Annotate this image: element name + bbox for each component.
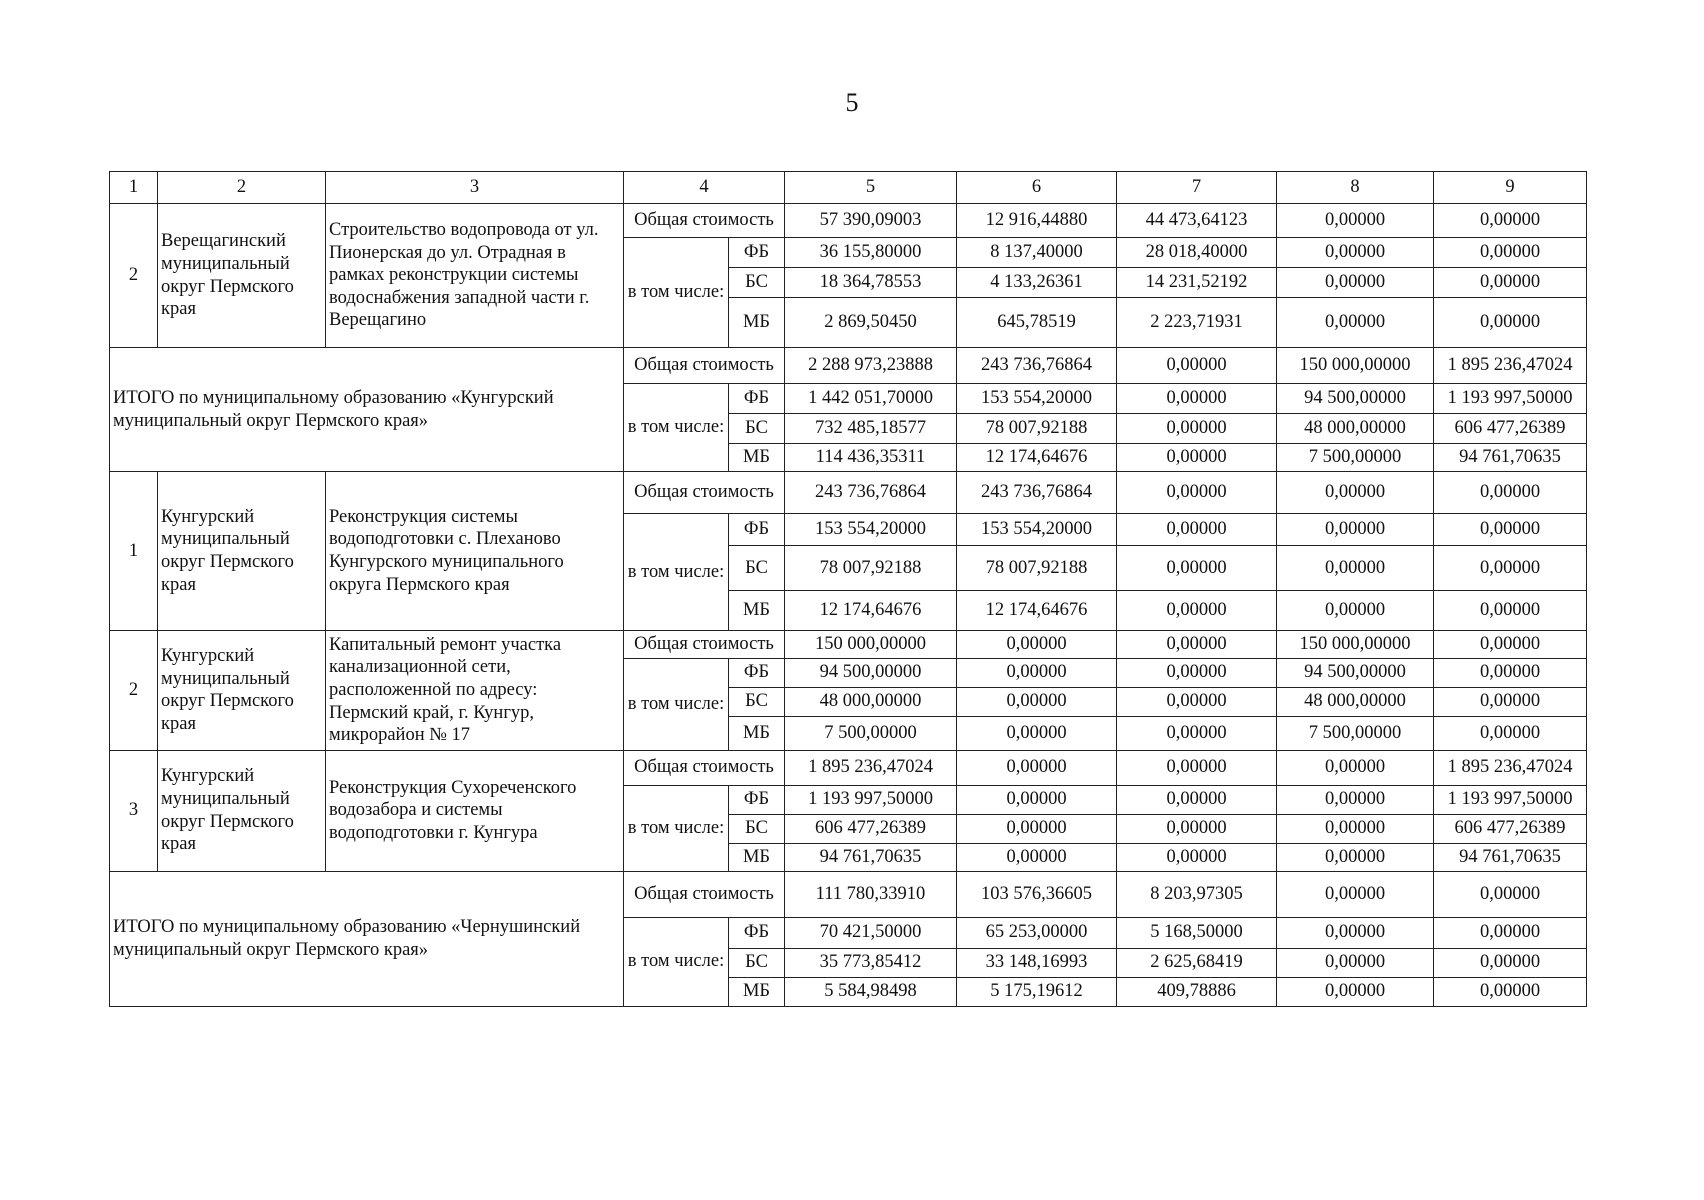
budget-source-label: МБ — [729, 298, 785, 348]
amount-cell: 0,00000 — [1117, 716, 1277, 750]
project-name: Реконструкция Сухореченского водозабора и системы водоподготовки г. Кунгура — [326, 750, 624, 871]
including-label: в том числе: — [624, 785, 729, 871]
budget-source-label: МБ — [729, 977, 785, 1006]
amount-cell: 153 554,20000 — [957, 514, 1117, 546]
amount-cell: 48 000,00000 — [785, 687, 957, 716]
amount-cell: 0,00000 — [1117, 750, 1277, 785]
project-row — [110, 204, 1587, 238]
amount-cell: 8 137,40000 — [957, 238, 1117, 268]
amount-cell: 0,00000 — [1117, 414, 1277, 444]
amount-cell: 150 000,00000 — [1277, 348, 1434, 384]
budget-source-label: ФБ — [729, 917, 785, 948]
amount-cell: 150 000,00000 — [1277, 631, 1434, 659]
budget-source-label: МБ — [729, 716, 785, 750]
budget-source-label: ФБ — [729, 384, 785, 414]
amount-cell: 0,00000 — [1117, 591, 1277, 631]
column-header: 3 — [326, 172, 624, 204]
budget-source-label: МБ — [729, 444, 785, 472]
amount-cell: 57 390,09003 — [785, 204, 957, 238]
amount-cell: 0,00000 — [1434, 631, 1587, 659]
amount-cell: 0,00000 — [1117, 546, 1277, 591]
amount-cell: 94 761,70635 — [785, 843, 957, 871]
amount-cell: 1 895 236,47024 — [1434, 750, 1587, 785]
amount-cell: 1 442 051,70000 — [785, 384, 957, 414]
amount-cell: 1 193 997,50000 — [1434, 785, 1587, 814]
amount-cell: 94 761,70635 — [1434, 843, 1587, 871]
amount-cell: 0,00000 — [1434, 716, 1587, 750]
amount-cell: 0,00000 — [957, 843, 1117, 871]
amount-cell: 0,00000 — [957, 716, 1117, 750]
total-cost-label: Общая стоимость — [624, 871, 785, 917]
project-name: Реконструкция системы водоподготовки с. Плеханово Кунгурского муниципального округа Пермского края — [326, 472, 624, 631]
amount-cell: 0,00000 — [1117, 514, 1277, 546]
row-number: 1 — [110, 472, 158, 631]
amount-cell: 0,00000 — [957, 785, 1117, 814]
budget-source-label: БС — [729, 687, 785, 716]
subtotal-row — [110, 871, 1587, 917]
amount-cell: 409,78886 — [1117, 977, 1277, 1006]
budget-source-label: ФБ — [729, 785, 785, 814]
including-label: в том числе: — [624, 238, 729, 348]
amount-cell: 0,00000 — [1277, 204, 1434, 238]
amount-cell: 0,00000 — [1434, 238, 1587, 268]
region-name: Кунгурский муниципальный округ Пермского края — [158, 750, 326, 871]
amount-cell: 243 736,76864 — [957, 348, 1117, 384]
amount-cell: 2 223,71931 — [1117, 298, 1277, 348]
amount-cell: 0,00000 — [1277, 546, 1434, 591]
amount-cell: 0,00000 — [1277, 298, 1434, 348]
amount-cell: 48 000,00000 — [1277, 414, 1434, 444]
budget-source-label: БС — [729, 948, 785, 977]
amount-cell: 1 193 997,50000 — [1434, 384, 1587, 414]
column-header: 5 — [785, 172, 957, 204]
amount-cell: 2 288 973,23888 — [785, 348, 957, 384]
amount-cell: 94 500,00000 — [1277, 384, 1434, 414]
project-row — [110, 472, 1587, 514]
project-name: Строительство водопровода от ул. Пионерская до ул. Отрадная в рамках реконструкции системы водоснабжения западной части г. Верещагино — [326, 204, 624, 348]
project-row — [110, 631, 1587, 659]
amount-cell: 5 584,98498 — [785, 977, 957, 1006]
amount-cell: 18 364,78553 — [785, 268, 957, 298]
amount-cell: 243 736,76864 — [957, 472, 1117, 514]
amount-cell: 243 736,76864 — [785, 472, 957, 514]
amount-cell: 0,00000 — [957, 631, 1117, 659]
amount-cell: 0,00000 — [1117, 785, 1277, 814]
amount-cell: 0,00000 — [1434, 514, 1587, 546]
project-row — [110, 750, 1587, 785]
amount-cell: 0,00000 — [1117, 687, 1277, 716]
total-cost-label: Общая стоимость — [624, 204, 785, 238]
amount-cell: 153 554,20000 — [785, 514, 957, 546]
amount-cell: 0,00000 — [957, 687, 1117, 716]
amount-cell: 0,00000 — [1277, 268, 1434, 298]
amount-cell: 0,00000 — [1434, 268, 1587, 298]
amount-cell: 606 477,26389 — [1434, 814, 1587, 843]
amount-cell: 0,00000 — [1277, 948, 1434, 977]
amount-cell: 33 148,16993 — [957, 948, 1117, 977]
amount-cell: 5 175,19612 — [957, 977, 1117, 1006]
amount-cell: 0,00000 — [1117, 631, 1277, 659]
amount-cell: 36 155,80000 — [785, 238, 957, 268]
amount-cell: 48 000,00000 — [1277, 687, 1434, 716]
amount-cell: 0,00000 — [1434, 298, 1587, 348]
including-label: в том числе: — [624, 917, 729, 1006]
budget-source-label: ФБ — [729, 238, 785, 268]
budget-source-label: МБ — [729, 843, 785, 871]
amount-cell: 1 895 236,47024 — [1434, 348, 1587, 384]
amount-cell: 1 193 997,50000 — [785, 785, 957, 814]
amount-cell: 0,00000 — [1277, 977, 1434, 1006]
amount-cell: 0,00000 — [1277, 917, 1434, 948]
row-number: 2 — [110, 631, 158, 751]
amount-cell: 8 203,97305 — [1117, 871, 1277, 917]
including-label: в том числе: — [624, 658, 729, 750]
amount-cell: 12 174,64676 — [785, 591, 957, 631]
amount-cell: 0,00000 — [1117, 444, 1277, 472]
header-row — [110, 172, 1587, 204]
region-name: Кунгурский муниципальный округ Пермского края — [158, 472, 326, 631]
budget-source-label: МБ — [729, 591, 785, 631]
amount-cell: 114 436,35311 — [785, 444, 957, 472]
amount-cell: 0,00000 — [1117, 658, 1277, 687]
amount-cell: 12 916,44880 — [957, 204, 1117, 238]
amount-cell: 0,00000 — [1434, 917, 1587, 948]
budget-source-label: БС — [729, 814, 785, 843]
amount-cell: 70 421,50000 — [785, 917, 957, 948]
page-number: 5 — [845, 88, 859, 117]
amount-cell: 7 500,00000 — [1277, 716, 1434, 750]
amount-cell: 150 000,00000 — [785, 631, 957, 659]
column-header: 6 — [957, 172, 1117, 204]
column-header: 2 — [158, 172, 326, 204]
subtotal-title: ИТОГО по муниципальному образованию «Чернушинский муниципальный округ Пермского края» — [110, 871, 624, 1006]
amount-cell: 5 168,50000 — [1117, 917, 1277, 948]
subtotal-title: ИТОГО по муниципальному образованию «Кунгурский муниципальный округ Пермского края» — [110, 348, 624, 472]
amount-cell: 0,00000 — [1117, 384, 1277, 414]
budget-table — [109, 171, 1587, 1007]
amount-cell: 12 174,64676 — [957, 444, 1117, 472]
including-label: в том числе: — [624, 514, 729, 631]
total-cost-label: Общая стоимость — [624, 348, 785, 384]
amount-cell: 0,00000 — [1434, 204, 1587, 238]
amount-cell: 0,00000 — [1277, 591, 1434, 631]
amount-cell: 0,00000 — [1277, 472, 1434, 514]
amount-cell: 0,00000 — [1434, 977, 1587, 1006]
total-cost-label: Общая стоимость — [624, 631, 785, 659]
amount-cell: 14 231,52192 — [1117, 268, 1277, 298]
amount-cell: 0,00000 — [1277, 814, 1434, 843]
amount-cell: 7 500,00000 — [785, 716, 957, 750]
amount-cell: 2 625,68419 — [1117, 948, 1277, 977]
budget-source-label: ФБ — [729, 658, 785, 687]
amount-cell: 12 174,64676 — [957, 591, 1117, 631]
amount-cell: 2 869,50450 — [785, 298, 957, 348]
amount-cell: 606 477,26389 — [1434, 414, 1587, 444]
total-cost-label: Общая стоимость — [624, 472, 785, 514]
budget-source-label: ФБ — [729, 514, 785, 546]
budget-source-label: БС — [729, 268, 785, 298]
column-header: 1 — [110, 172, 158, 204]
amount-cell: 65 253,00000 — [957, 917, 1117, 948]
row-number: 2 — [110, 204, 158, 348]
amount-cell: 0,00000 — [1117, 814, 1277, 843]
amount-cell: 94 500,00000 — [1277, 658, 1434, 687]
amount-cell: 0,00000 — [1117, 348, 1277, 384]
amount-cell: 0,00000 — [1434, 546, 1587, 591]
amount-cell: 28 018,40000 — [1117, 238, 1277, 268]
amount-cell: 0,00000 — [1277, 238, 1434, 268]
amount-cell: 0,00000 — [957, 750, 1117, 785]
amount-cell: 0,00000 — [1277, 785, 1434, 814]
including-label: в том числе: — [624, 384, 729, 472]
amount-cell: 94 500,00000 — [785, 658, 957, 687]
amount-cell: 111 780,33910 — [785, 871, 957, 917]
amount-cell: 0,00000 — [1277, 871, 1434, 917]
project-name: Капитальный ремонт участка канализационной сети, расположенной по адресу: Пермский край, г. Кунгур, микрорайон № 17 — [326, 631, 624, 751]
amount-cell: 103 576,36605 — [957, 871, 1117, 917]
amount-cell: 78 007,92188 — [785, 546, 957, 591]
region-name: Кунгурский муниципальный округ Пермского края — [158, 631, 326, 751]
column-header: 4 — [624, 172, 785, 204]
column-header: 9 — [1434, 172, 1587, 204]
amount-cell: 606 477,26389 — [785, 814, 957, 843]
amount-cell: 0,00000 — [1434, 658, 1587, 687]
amount-cell: 78 007,92188 — [957, 414, 1117, 444]
amount-cell: 0,00000 — [1117, 472, 1277, 514]
column-header: 8 — [1277, 172, 1434, 204]
amount-cell: 35 773,85412 — [785, 948, 957, 977]
amount-cell: 0,00000 — [1434, 591, 1587, 631]
amount-cell: 645,78519 — [957, 298, 1117, 348]
amount-cell: 78 007,92188 — [957, 546, 1117, 591]
row-number: 3 — [110, 750, 158, 871]
table-body — [110, 172, 1587, 1007]
amount-cell: 0,00000 — [1277, 843, 1434, 871]
amount-cell: 0,00000 — [1277, 750, 1434, 785]
amount-cell: 94 761,70635 — [1434, 444, 1587, 472]
amount-cell: 0,00000 — [957, 658, 1117, 687]
amount-cell: 153 554,20000 — [957, 384, 1117, 414]
amount-cell: 0,00000 — [1434, 472, 1587, 514]
amount-cell: 0,00000 — [1434, 687, 1587, 716]
subtotal-row — [110, 348, 1587, 384]
total-cost-label: Общая стоимость — [624, 750, 785, 785]
amount-cell: 0,00000 — [1434, 871, 1587, 917]
amount-cell: 44 473,64123 — [1117, 204, 1277, 238]
column-header: 7 — [1117, 172, 1277, 204]
amount-cell: 7 500,00000 — [1277, 444, 1434, 472]
amount-cell: 732 485,18577 — [785, 414, 957, 444]
amount-cell: 0,00000 — [957, 814, 1117, 843]
amount-cell: 1 895 236,47024 — [785, 750, 957, 785]
amount-cell: 0,00000 — [1277, 514, 1434, 546]
budget-source-label: БС — [729, 414, 785, 444]
budget-source-label: БС — [729, 546, 785, 591]
amount-cell: 4 133,26361 — [957, 268, 1117, 298]
amount-cell: 0,00000 — [1434, 948, 1587, 977]
region-name: Верещагинский муниципальный округ Пермского края — [158, 204, 326, 348]
amount-cell: 0,00000 — [1117, 843, 1277, 871]
